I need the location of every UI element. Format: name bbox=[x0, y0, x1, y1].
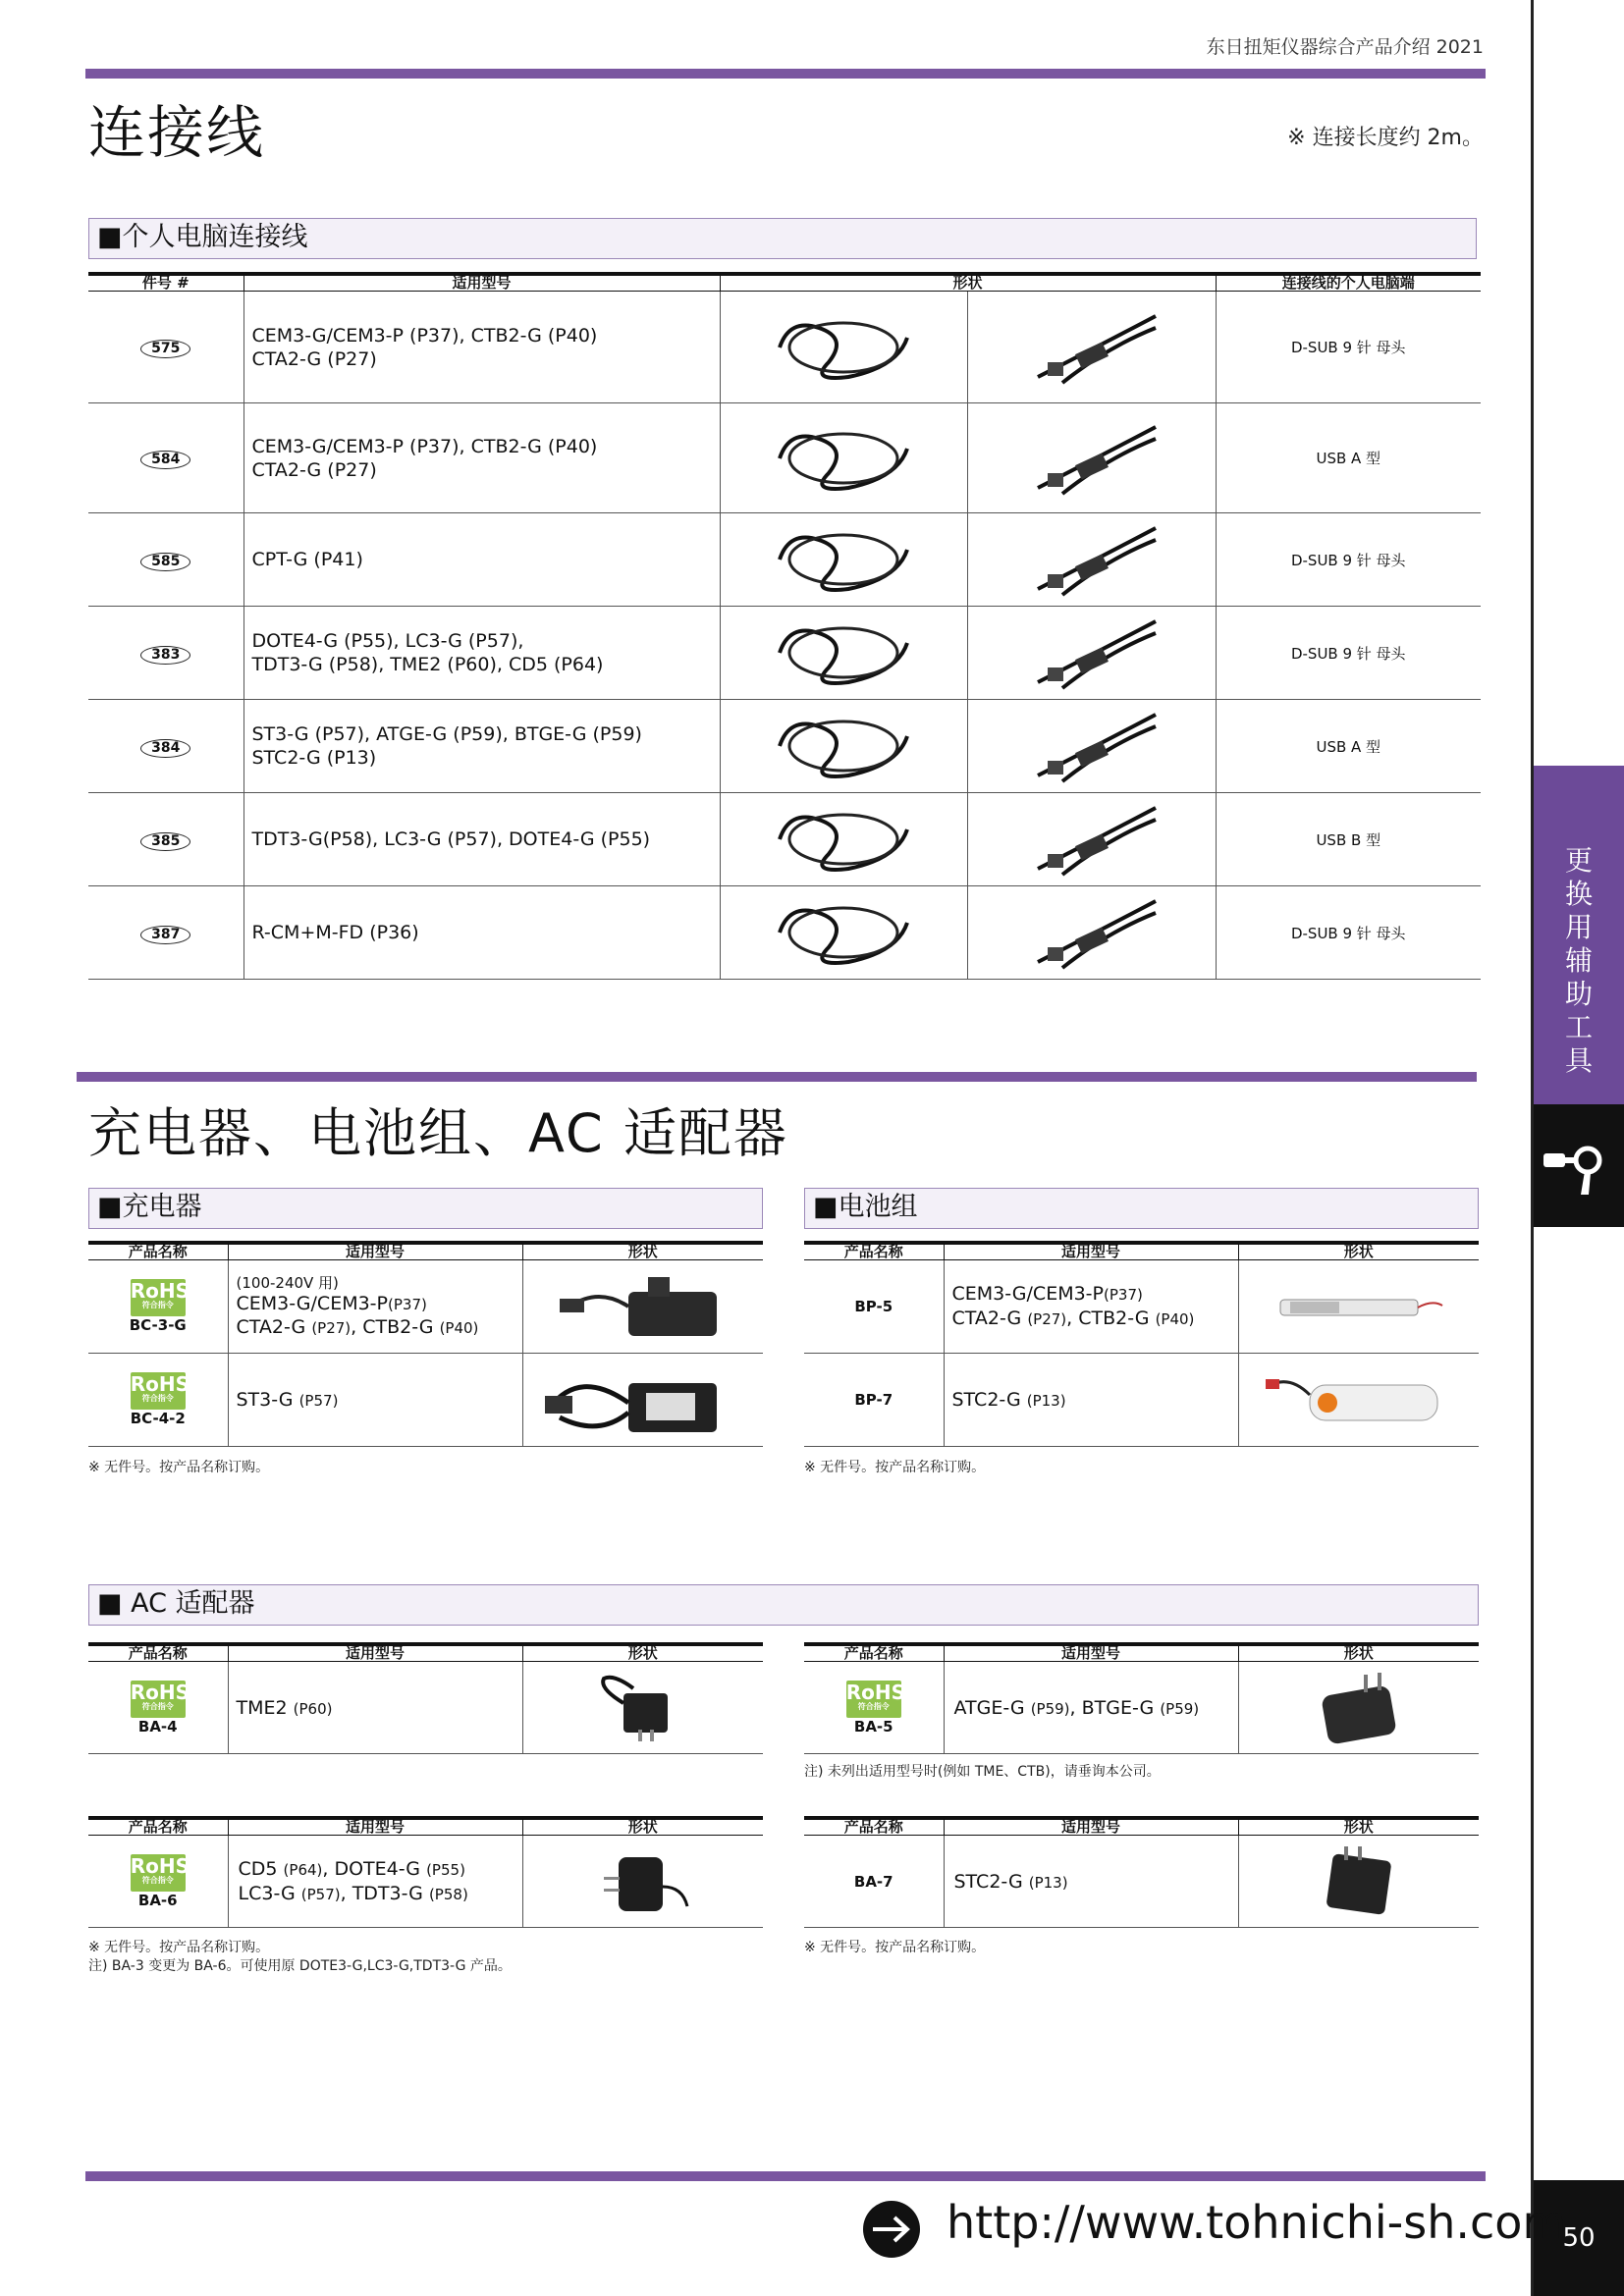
cable-end-image bbox=[967, 607, 1216, 700]
col-header-shape: 形状 bbox=[522, 1818, 763, 1836]
rohs-badge: RoHS 符合指令 bbox=[131, 1279, 186, 1316]
model-page: (P40) bbox=[1155, 1310, 1195, 1328]
arrow-circle-icon bbox=[861, 2199, 922, 2260]
table-row bbox=[804, 1836, 1479, 1928]
models-cell bbox=[244, 607, 720, 700]
model-page: (P27) bbox=[1027, 1310, 1067, 1328]
table-row bbox=[88, 793, 1481, 886]
product-name: BP-5 bbox=[854, 1298, 893, 1315]
power-accent-bar bbox=[77, 1072, 1477, 1082]
cable-end-image bbox=[967, 886, 1216, 980]
model: , BTGE-G bbox=[1069, 1696, 1155, 1719]
website-link[interactable]: http://www.tohnichi-sh.com bbox=[947, 2196, 1567, 2249]
model-line: DOTE4-G (P55), LC3-G (P57), bbox=[251, 630, 524, 652]
table-row bbox=[88, 403, 1481, 513]
table-row bbox=[88, 1354, 763, 1447]
cable-image bbox=[720, 700, 967, 793]
model-page: (P13) bbox=[1028, 1873, 1068, 1892]
product-name: BP-7 bbox=[854, 1391, 893, 1409]
product-name: BA-5 bbox=[853, 1717, 893, 1735]
pc-end: USB A 型 bbox=[1216, 700, 1481, 793]
col-header-models: 适用型号 bbox=[944, 1644, 1238, 1662]
model-page: (P55) bbox=[426, 1860, 465, 1879]
col-header-product: 产品名称 bbox=[804, 1818, 944, 1836]
product-name: BA-6 bbox=[137, 1891, 178, 1909]
model-page: (P64) bbox=[283, 1860, 323, 1879]
pc-end: USB A 型 bbox=[1216, 403, 1481, 513]
model-line: R-CM+M-FD (P36) bbox=[251, 922, 419, 943]
page-title: 连接线 bbox=[88, 99, 266, 166]
table-row bbox=[88, 513, 1481, 607]
cable-end-image bbox=[967, 700, 1216, 793]
col-header-product: 产品名称 bbox=[88, 1243, 228, 1260]
charger-image bbox=[522, 1354, 763, 1447]
table-row bbox=[804, 1662, 1479, 1754]
col-header-product: 产品名称 bbox=[88, 1818, 228, 1836]
cable-image bbox=[720, 607, 967, 700]
model-line: CTA2-G (P27) bbox=[251, 458, 377, 481]
model: CD5 bbox=[238, 1857, 278, 1880]
table-row bbox=[88, 700, 1481, 793]
ac-adapters-section-bar: ■ AC 适配器 bbox=[88, 1584, 1479, 1626]
wrench-tool-icon bbox=[1534, 1104, 1624, 1227]
model: , TDT3-G bbox=[340, 1882, 423, 1904]
model-page: (P37) bbox=[1104, 1286, 1143, 1304]
voltage-note: (100-240V 用) bbox=[236, 1274, 339, 1292]
pc-end: D-SUB 9 针 母头 bbox=[1216, 607, 1481, 700]
pc-cables-table bbox=[88, 272, 1481, 980]
table-row bbox=[88, 1836, 763, 1928]
rohs-badge: RoHS 符合指令 bbox=[131, 1681, 186, 1718]
models-cell bbox=[244, 403, 720, 513]
col-header-product: 产品名称 bbox=[804, 1243, 944, 1260]
part-number: 383 bbox=[140, 646, 190, 665]
ba5-table bbox=[804, 1642, 1479, 1754]
table-row bbox=[88, 1662, 763, 1754]
models-cell bbox=[244, 700, 720, 793]
col-header-shape: 形状 bbox=[720, 274, 1216, 292]
model: CTA2-G bbox=[951, 1308, 1022, 1329]
batteries-note: ※ 无件号。按产品名称订购。 bbox=[804, 1460, 986, 1475]
model-page: (P59) bbox=[1030, 1699, 1070, 1718]
pc-end: USB B 型 bbox=[1216, 793, 1481, 886]
side-icon-box bbox=[1534, 1104, 1624, 1227]
rohs-badge: RoHS 符合指令 bbox=[131, 1372, 186, 1410]
pc-end: D-SUB 9 针 母头 bbox=[1216, 513, 1481, 607]
model-page: (P59) bbox=[1160, 1699, 1200, 1718]
models-cell bbox=[244, 886, 720, 980]
pc-end: D-SUB 9 针 母头 bbox=[1216, 292, 1481, 403]
product-name: BA-7 bbox=[853, 1872, 893, 1891]
cable-image bbox=[720, 403, 967, 513]
ba7-note: ※ 无件号。按产品名称订购。 bbox=[804, 1940, 986, 1955]
catalog-title: 东日扭矩仪器综合产品介绍 2021 bbox=[1206, 36, 1484, 58]
rohs-badge: RoHS 符合指令 bbox=[846, 1681, 901, 1718]
battery-image bbox=[1238, 1354, 1479, 1447]
product-name: BC-4-2 bbox=[130, 1410, 186, 1427]
model-page: (P37) bbox=[388, 1296, 427, 1313]
model-line: CTA2-G (P27) bbox=[251, 347, 377, 370]
cable-end-image bbox=[967, 292, 1216, 403]
pc-cables-section-bar: ■个人电脑连接线 bbox=[88, 218, 1477, 259]
ba7-table bbox=[804, 1816, 1479, 1928]
models-cell bbox=[244, 513, 720, 607]
col-header-models: 适用型号 bbox=[944, 1818, 1238, 1836]
adapter-image bbox=[522, 1662, 763, 1754]
model-page: (P40) bbox=[439, 1319, 479, 1337]
model-line: TDT3-G (P58), TME2 (P60), CD5 (P64) bbox=[251, 654, 604, 675]
cable-image bbox=[720, 292, 967, 403]
cable-end-image bbox=[967, 793, 1216, 886]
cable-image bbox=[720, 793, 967, 886]
col-header-pc-end: 连接线的个人电脑端 bbox=[1216, 274, 1481, 292]
model-page: (P13) bbox=[1026, 1392, 1066, 1410]
table-row bbox=[804, 1260, 1479, 1354]
table-row bbox=[88, 886, 1481, 980]
model: , CTB2-G bbox=[1066, 1308, 1150, 1329]
adapter-image bbox=[1238, 1662, 1479, 1754]
ba6-note-2: 注) BA-3 变更为 BA-6。可使用原 DOTE3-G,LC3-G,TDT3-G 产品。 bbox=[88, 1958, 512, 1974]
part-number: 387 bbox=[140, 926, 190, 944]
model: CEM3-G/CEM3-P bbox=[951, 1283, 1104, 1305]
part-number: 385 bbox=[140, 832, 190, 851]
model-page: (P58) bbox=[428, 1885, 468, 1903]
model-line: TDT3-G(P58), LC3-G (P57), DOTE4-G (P55) bbox=[251, 828, 651, 850]
top-accent-bar bbox=[85, 69, 1486, 79]
model-line: STC2-G (P13) bbox=[251, 747, 377, 769]
cable-image bbox=[720, 513, 967, 607]
model: LC3-G bbox=[238, 1882, 296, 1904]
part-number: 585 bbox=[140, 553, 190, 571]
col-header-shape: 形状 bbox=[522, 1644, 763, 1662]
model-page: (P57) bbox=[298, 1392, 339, 1410]
battery-image bbox=[1238, 1260, 1479, 1354]
ba5-note: 注) 未列出适用型号时(例如 TME、CTB)，请垂询本公司。 bbox=[804, 1764, 1161, 1780]
models-cell bbox=[244, 793, 720, 886]
part-number: 575 bbox=[140, 340, 190, 358]
adapter-image bbox=[1238, 1836, 1479, 1928]
batteries-section-bar: ■电池组 bbox=[804, 1188, 1479, 1229]
col-header-models: 适用型号 bbox=[228, 1644, 522, 1662]
product-name: BA-4 bbox=[137, 1717, 178, 1735]
table-row bbox=[804, 1354, 1479, 1447]
table-row bbox=[88, 292, 1481, 403]
col-header-models: 适用型号 bbox=[944, 1243, 1238, 1260]
side-tab-label: 更 换 用 辅 助 工 具 bbox=[1564, 844, 1593, 1077]
footer-accent-bar bbox=[85, 2171, 1486, 2181]
col-header-product: 产品名称 bbox=[88, 1644, 228, 1662]
power-section-title: 充电器、电池组、AC 适配器 bbox=[88, 1102, 788, 1164]
model-line: CPT-G (P41) bbox=[251, 549, 363, 570]
table-row bbox=[88, 1260, 763, 1354]
product-name: BC-3-G bbox=[129, 1316, 187, 1334]
model-page: (P57) bbox=[300, 1885, 341, 1903]
col-header-shape: 形状 bbox=[1238, 1243, 1479, 1260]
ba6-table bbox=[88, 1816, 763, 1928]
col-header-product: 产品名称 bbox=[804, 1644, 944, 1662]
part-number: 384 bbox=[140, 739, 190, 758]
cable-end-image bbox=[967, 513, 1216, 607]
model: ATGE-G bbox=[953, 1696, 1025, 1719]
model: ST3-G bbox=[236, 1389, 294, 1411]
model: STC2-G bbox=[951, 1389, 1021, 1411]
ba6-note-1: ※ 无件号。按产品名称订购。 bbox=[88, 1940, 270, 1955]
batteries-table bbox=[804, 1241, 1479, 1447]
cable-image bbox=[720, 886, 967, 980]
model: TME2 bbox=[236, 1696, 288, 1719]
ba4-table bbox=[88, 1642, 763, 1754]
pc-end: D-SUB 9 针 母头 bbox=[1216, 886, 1481, 980]
col-header-models: 适用型号 bbox=[228, 1818, 522, 1836]
chargers-section-bar: ■充电器 bbox=[88, 1188, 763, 1229]
chargers-table bbox=[88, 1241, 763, 1447]
model-line: CEM3-G/CEM3-P (P37), CTB2-G (P40) bbox=[251, 324, 598, 347]
col-header-shape: 形状 bbox=[522, 1243, 763, 1260]
model: CEM3-G/CEM3-P bbox=[236, 1293, 388, 1314]
adapter-image bbox=[522, 1836, 763, 1928]
model-page: (P60) bbox=[293, 1699, 333, 1718]
model-line: ST3-G (P57), ATGE-G (P59), BTGE-G (P59) bbox=[251, 723, 642, 745]
model: STC2-G bbox=[953, 1870, 1023, 1893]
col-header-part: 件号 # bbox=[88, 274, 244, 292]
length-note: ※ 连接长度约 2m。 bbox=[1287, 126, 1484, 150]
col-header-models: 适用型号 bbox=[228, 1243, 522, 1260]
model-page: (P27) bbox=[311, 1319, 352, 1337]
chargers-note: ※ 无件号。按产品名称订购。 bbox=[88, 1460, 270, 1475]
model: , DOTE4-G bbox=[322, 1857, 421, 1880]
page-number: 50 bbox=[1534, 2180, 1624, 2296]
cable-end-image bbox=[967, 403, 1216, 513]
model: CTA2-G bbox=[236, 1316, 306, 1338]
col-header-shape: 形状 bbox=[1238, 1644, 1479, 1662]
part-number: 584 bbox=[140, 451, 190, 469]
rohs-badge: RoHS 符合指令 bbox=[131, 1854, 186, 1892]
col-header-shape: 形状 bbox=[1238, 1818, 1479, 1836]
models-cell bbox=[244, 292, 720, 403]
model-line: CEM3-G/CEM3-P (P37), CTB2-G (P40) bbox=[251, 435, 598, 457]
charger-image bbox=[522, 1260, 763, 1354]
table-row bbox=[88, 607, 1481, 700]
col-header-models: 适用型号 bbox=[244, 274, 720, 292]
model: , CTB2-G bbox=[351, 1316, 434, 1338]
